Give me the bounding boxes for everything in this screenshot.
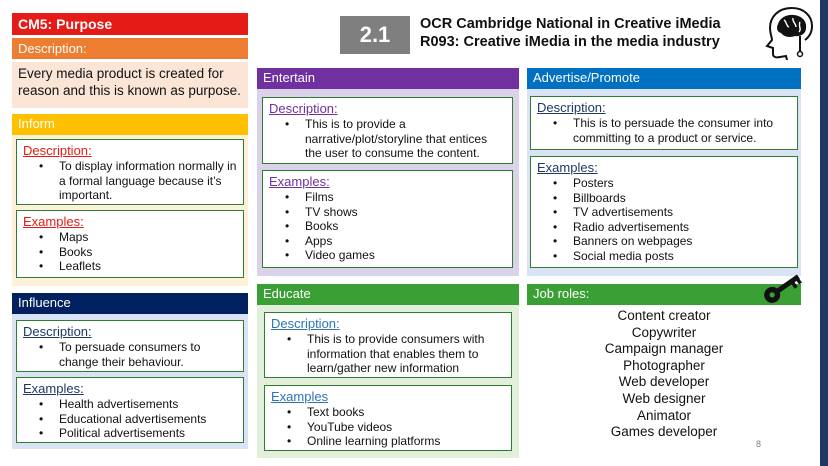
educate-heading-bar [257, 284, 519, 305]
advertise-description-item: • This is to persuade the consumer into committing to a product or service. [551, 116, 791, 145]
job-role-item: Web designer [622, 390, 706, 406]
purpose-description [12, 62, 248, 108]
purpose-description-text: Every media product is created for reason and this is known as purpose. [18, 66, 241, 98]
job-role-item: Content creator [617, 308, 711, 323]
inform-description-label: Description: [23, 143, 92, 158]
advertise-heading: Advertise/Promote [533, 70, 640, 85]
influence-description-item: • To persuade consumers to change their behaviour. [37, 340, 237, 369]
job-role-item: Photographer [623, 357, 705, 373]
cm-title-bar [12, 13, 248, 35]
educate-description-item: • This is to provide consumers with information that enables them to learn/gather new information [285, 332, 505, 376]
influence-description-label: Description: [23, 324, 92, 339]
inform-example-item: • Maps [37, 230, 237, 245]
entertain-heading: Entertain [263, 70, 316, 85]
entertain-description-item: • This is to provide a narrative/plot/storyline that entices the user to consume the content. [283, 117, 506, 161]
description-label: Description: [18, 41, 87, 56]
inform-example-item: • Books [37, 245, 237, 260]
page-number [756, 438, 776, 450]
entertain-examples-label: Examples: [269, 174, 330, 189]
inform-description-item: • To display information normally in a formal language because it’s important. [37, 159, 237, 203]
educate-examples-label: Examples [271, 389, 329, 404]
influence-example-item: • Health advertisements [37, 397, 237, 412]
page-title-line1: OCR Cambridge National in Creative iMedia [420, 16, 721, 32]
entertain-example-item: • Films [283, 190, 506, 205]
key-icon [760, 270, 804, 306]
section-badge [340, 16, 410, 54]
inform-examples-label: Examples: [23, 214, 84, 229]
entertain-example-item: • Books [283, 219, 506, 234]
advertise-example-item: • TV advertisements [551, 205, 791, 220]
influence-example-item: • Educational advertisements [37, 412, 237, 427]
educate-example-item: • Text books [285, 405, 505, 420]
influence-examples-box [16, 377, 244, 443]
entertain-examples-box [262, 170, 513, 268]
section-badge-number: 2.1 [359, 22, 391, 47]
job-role-item: Animator [636, 407, 692, 423]
educate-example-item: • YouTube videos [285, 420, 505, 435]
entertain-heading-bar [257, 68, 519, 89]
brain-head-icon [762, 4, 818, 60]
educate-examples-box [264, 385, 512, 451]
right-edge-stripe [820, 0, 828, 466]
influence-example-item: • Political advertisements [37, 426, 237, 441]
entertain-description-box [262, 97, 513, 164]
inform-example-item: • Leaflets [37, 259, 237, 274]
advertise-example-item: • Social media posts [551, 249, 791, 264]
job-roles-heading: Job roles: [533, 286, 590, 301]
educate-example-item: • Online learning platforms [285, 434, 505, 449]
entertain-description-label: Description: [269, 101, 338, 116]
advertise-description-label: Description: [537, 100, 606, 115]
advertise-description-box [530, 96, 798, 150]
influence-heading-bar [12, 293, 248, 314]
job-role-item: Games developer [610, 424, 718, 440]
page-title [420, 16, 760, 56]
advertise-examples-label: Examples: [537, 160, 598, 175]
job-role-item: Copywriter [631, 324, 697, 340]
inform-examples-box [16, 210, 244, 278]
influence-description-box [16, 320, 244, 372]
description-bar [12, 38, 248, 59]
page-title-line2: R093: Creative iMedia in the media industry [420, 33, 720, 50]
job-role-item: Campaign manager [604, 341, 724, 357]
influence-heading: Influence [18, 295, 71, 310]
inform-description-box [16, 139, 244, 205]
educate-description-box [264, 312, 512, 378]
educate-heading: Educate [263, 286, 311, 301]
advertise-heading-bar [527, 68, 801, 89]
advertise-examples-box [530, 156, 798, 268]
advertise-example-item: • Banners on webpages [551, 234, 791, 249]
advertise-example-item: • Radio advertisements [551, 220, 791, 235]
inform-heading: Inform [18, 116, 55, 131]
entertain-example-item: • Apps [283, 234, 506, 249]
entertain-example-item: • Video games [283, 248, 506, 263]
page-number-text: 8 [756, 439, 762, 449]
advertise-example-item: • Billboards [551, 191, 791, 206]
entertain-example-item: • TV shows [283, 205, 506, 220]
educate-description-label: Description: [271, 316, 340, 331]
influence-examples-label: Examples: [23, 381, 84, 396]
job-roles-list [527, 308, 801, 442]
advertise-example-item: • Posters [551, 176, 791, 191]
cm-title: CM5: Purpose [18, 16, 113, 32]
inform-heading-bar [12, 114, 248, 135]
job-role-item: Web developer [618, 374, 710, 390]
